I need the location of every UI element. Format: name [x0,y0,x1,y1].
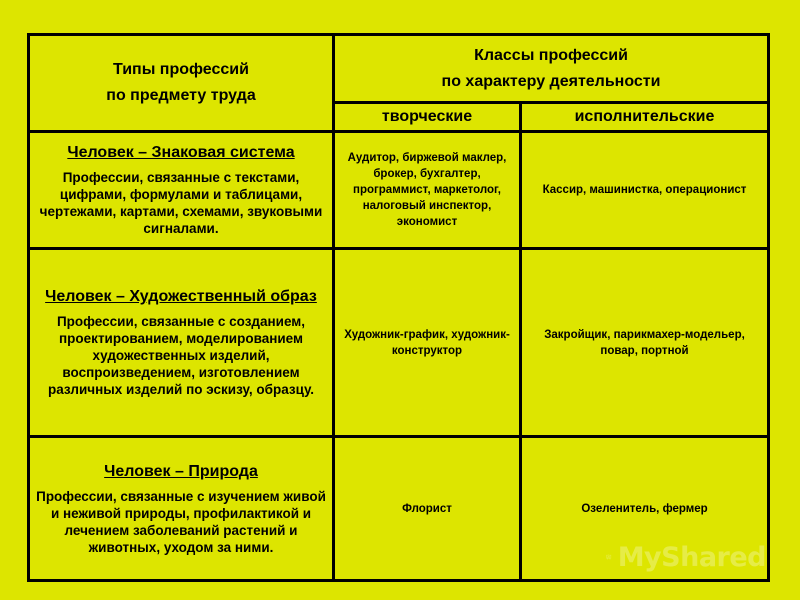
type-description: Профессии, связанные с созданием, проектированием, моделированием художественных изделий, воспроизведением, изготовлением различных изделий по эскизу, образцу. [47,314,315,397]
executive-cell: Закройщик, парикмахер-модельер, повар, портной [521,249,769,437]
header-classes-line2: по характеру деятельности [441,72,661,90]
header-executive-cell: исполнительские [521,103,769,132]
header-classes-cell [334,35,769,103]
executive-cell: Озеленитель, фермер [521,437,769,581]
type-cell [29,132,334,249]
type-title: Человек – Знаковая система [67,144,295,161]
header-creative-cell: творческие [334,103,521,132]
table-row [29,249,769,437]
table-row [29,132,769,249]
header-types-line2: по предмету труда [106,87,256,104]
type-title: Человек – Художественный образ [45,288,317,305]
executive-cell: Кассир, машинистка, операционист [521,132,769,249]
header-types-cell [29,35,334,132]
type-title: Человек – Природа [104,462,258,480]
type-cell [29,437,334,581]
type-cell [29,249,334,437]
creative-cell: Художник-график, художник-конструктор [334,249,521,437]
header-classes-line1: Классы профессий [474,46,628,64]
header-types-line1: Типы профессий [113,61,249,78]
presentation-board-icon [606,540,612,574]
watermark [606,538,766,576]
type-description: Профессии, связанные с изучением живой и неживой природы, профилактикой и лечением заболеваний растений и животных, уходом за ними. [36,488,326,555]
type-description: Профессии, связанные с текстами, цифрами, формулами и таблицами, чертежами, картами, схемами, звуковыми сигналами. [39,170,323,236]
watermark-text: MyShared [617,541,766,573]
creative-cell: Аудитор, биржевой маклер, брокер, бухгалтер, программист, маркетолог, налоговый инспектор, экономист [334,132,521,249]
creative-cell: Флорист [334,437,521,581]
professions-table [27,33,770,582]
